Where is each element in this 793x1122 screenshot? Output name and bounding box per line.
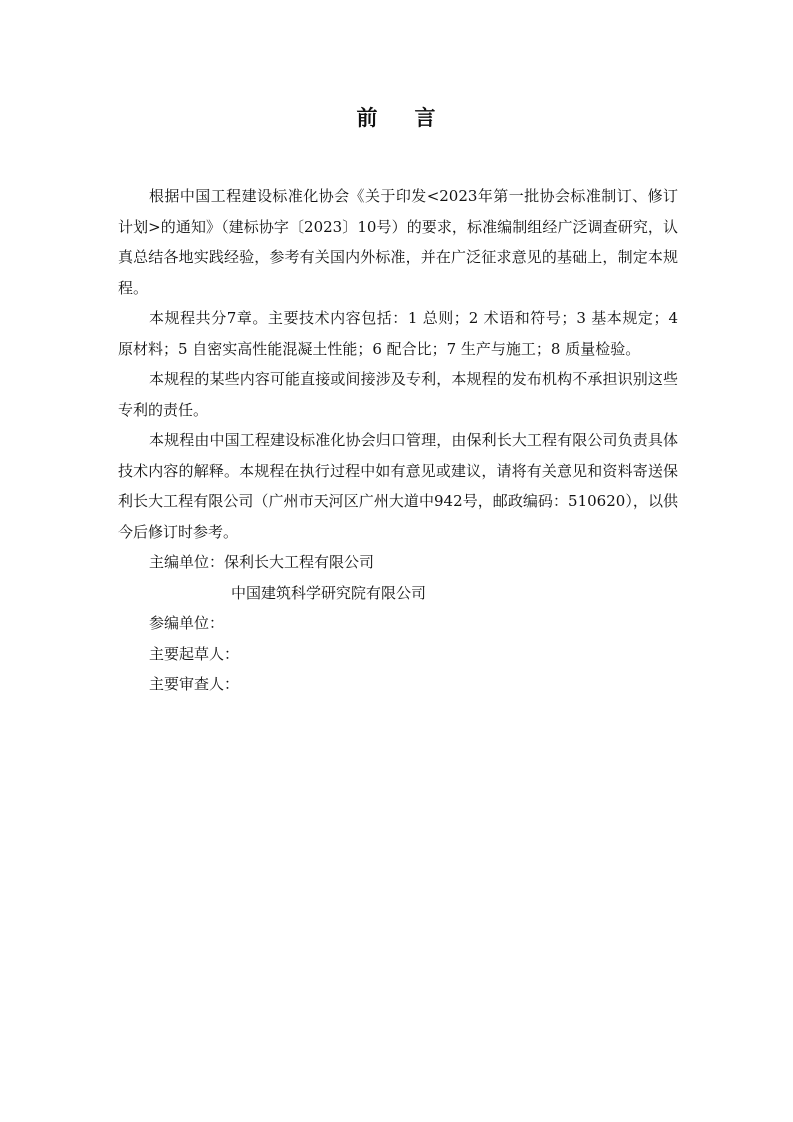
paragraph-3: 本规程的某些内容可能直接或间接涉及专利，本规程的发布机构不承担识别这些专利的责任。: [118, 370, 678, 419]
participating-units-label: 参编单位：: [149, 614, 225, 632]
chief-editor-unit-1: 保利长大工程有限公司: [224, 553, 375, 571]
paragraph-2: 本规程共分7章。主要技术内容包括：1 总则；2 术语和符号；3 基本规定；4 原材料；5 自密实高性能混凝土性能；6 配合比；7 生产与施工；8 质量检验。: [118, 309, 678, 358]
title-char-1: 前: [356, 106, 379, 130]
chief-editor-unit-2: 中国建筑科学研究院有限公司: [231, 583, 427, 602]
preface-body: [118, 181, 678, 700]
chief-editor-label: 主编单位：: [149, 553, 225, 571]
chief-editor-line: [118, 547, 678, 578]
title-char-2: 言: [414, 106, 437, 130]
main-drafters-label: 主要起草人：: [149, 644, 240, 663]
paragraph-4: 本规程由中国工程建设标准化协会归口管理，由保利长大工程有限公司负责具体技术内容的解释。本规程在执行过程中如有意见或建议，请将有关意见和资料寄送保利长大工程有限公司（广州市天河区广州大道中942号，邮政编码：510620），以供今后修订时参考。: [118, 431, 678, 541]
page-title: [0, 102, 793, 132]
main-reviewers-label: 主要审查人：: [149, 675, 240, 693]
paragraph-1: 根据中国工程建设标准化协会《关于印发<2023年第一批协会标准制订、修订计划>的通知》（建标协字〔2023〕10号）的要求，标准编制组经广泛调查研究，认真总结各地实践经验，参考有关国内外标准，并在广泛征求意见的基础上，制定本规程。: [118, 187, 678, 297]
